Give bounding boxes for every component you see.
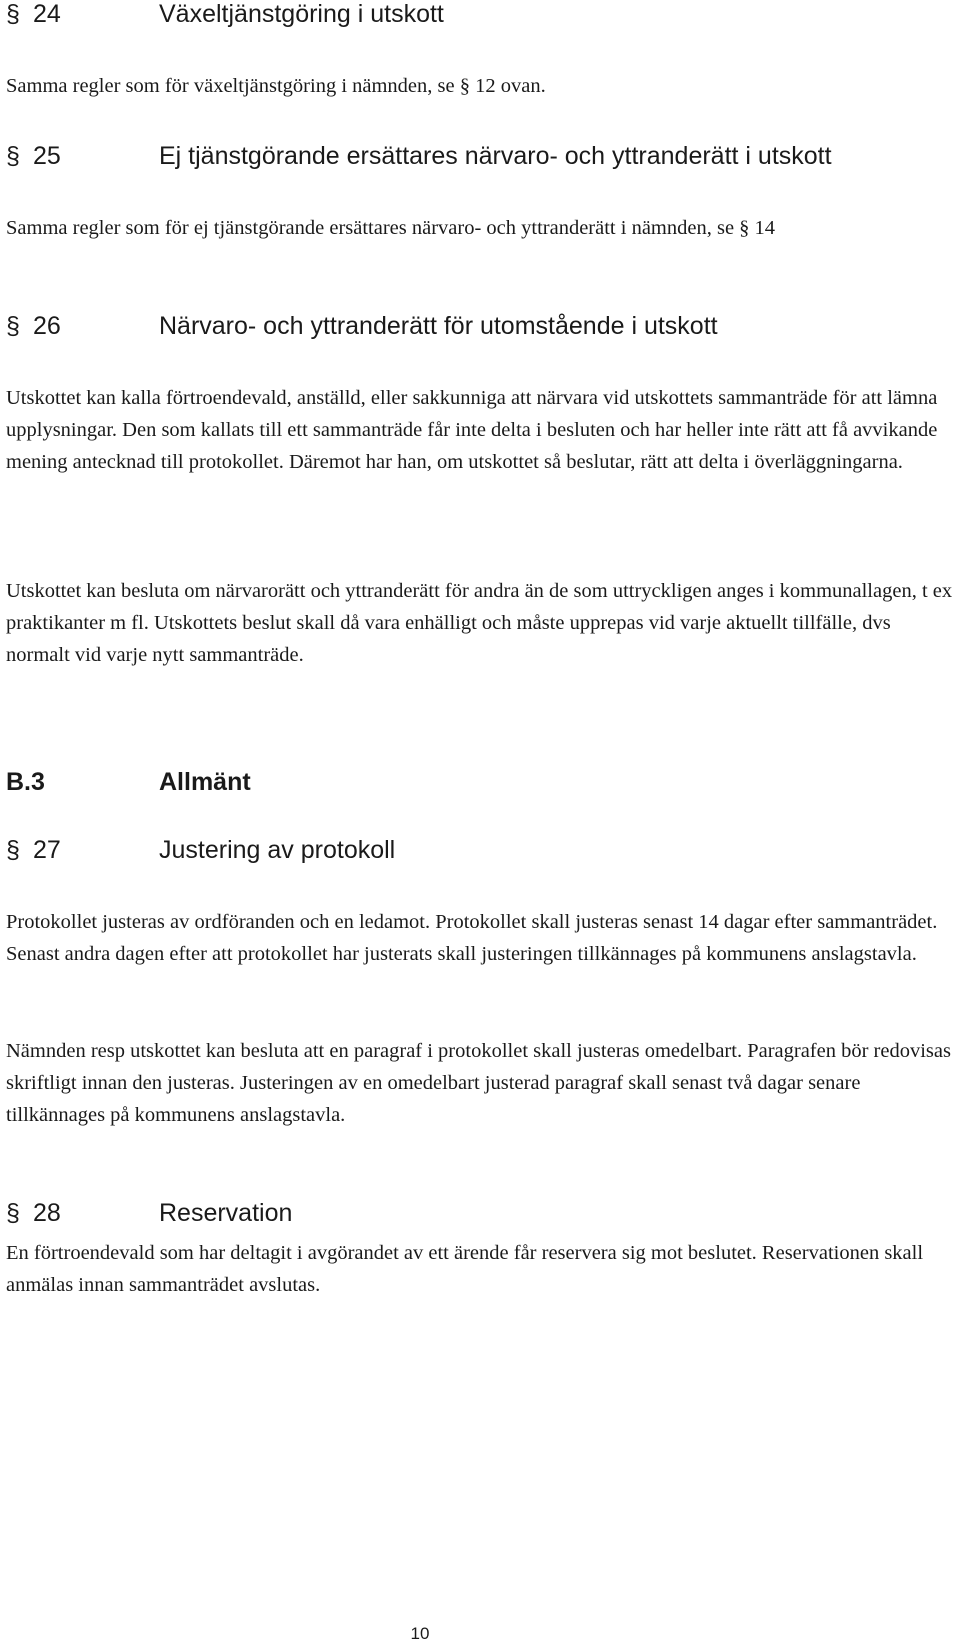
section-title: Justering av protokoll xyxy=(159,836,396,864)
section-27-paragraph-1: Protokollet justeras av ordföranden och en ledamot. Protokollet skall justeras senast 14 dagar efter sammanträdet. Senast andra dagen efter att protokollet har justerats skall justeringen tillkännages på kommunens anslagstavla. xyxy=(6,911,938,965)
section-25-text: Samma regler som för ej tjänstgörande ersättares närvaro- och yttranderätt i nämnden, se § 14 xyxy=(6,217,776,239)
chapter-heading-b3 xyxy=(6,766,251,798)
section-26-paragraph-1: Utskottet kan kalla förtroendevald, anställd, eller sakkunniga att närvara vid utskottets sammanträde för att lämna upplysningar. Den som kallats till ett sammanträde får inte delta i besluten och har heller inte rätt att få avvikande mening antecknad till protokollet. Däremot har han, om utskottet så beslutar, rätt att delta i överläggningarna. xyxy=(6,387,938,473)
section-24-text: Samma regler som för växeltjänstgöring i nämnden, se § 12 ovan. xyxy=(6,75,546,97)
chapter-number: B.3 xyxy=(6,768,45,796)
section-title: Växeltjänstgöring i utskott xyxy=(159,0,444,28)
section-heading-24 xyxy=(6,0,444,30)
section-26-paragraph-2: Utskottet kan besluta om närvarorätt och yttranderätt för andra än de som uttryckligen anges i kommunallagen, t ex praktikanter m fl. Utskottets beslut skall då vara enhälligt och måste upprepas vid varje aktuellt tillfälle, dvs normalt vid varje nytt sammanträde. xyxy=(6,580,953,666)
section-28-text: En förtroendevald som har deltagit i avgörandet av ett ärende får reservera sig mot beslutet. Reservationen skall anmälas innan sammanträdet avslutas. xyxy=(6,1242,924,1296)
section-number: 25 xyxy=(32,142,61,170)
section-heading-26 xyxy=(6,310,718,342)
chapter-title: Allmänt xyxy=(159,768,251,796)
section-title: Ej tjänstgörande ersättares närvaro- och yttranderätt i utskott xyxy=(159,142,832,170)
section-number: 24 xyxy=(32,0,61,28)
section-symbol: § xyxy=(6,836,20,864)
section-symbol: § xyxy=(6,312,20,340)
section-number: 27 xyxy=(32,836,61,864)
section-symbol: § xyxy=(6,1199,20,1227)
section-heading-25 xyxy=(6,140,832,172)
section-number: 26 xyxy=(32,312,61,340)
section-number: 28 xyxy=(32,1199,61,1227)
section-symbol: § xyxy=(6,142,20,170)
section-title: Reservation xyxy=(159,1199,293,1227)
section-heading-28 xyxy=(6,1197,293,1229)
section-heading-27 xyxy=(6,834,396,866)
page-number: 10 xyxy=(410,1624,430,1643)
section-symbol: § xyxy=(6,0,20,28)
section-title: Närvaro- och yttranderätt för utomstående i utskott xyxy=(159,312,718,340)
section-27-paragraph-2: Nämnden resp utskottet kan besluta att en paragraf i protokollet skall justeras omedelbart. Paragrafen bör redovisas skriftligt innan den justeras. Justeringen av en omedelbart justerad paragraf skall senast två dagar senare tillkännages på kommunens anslagstavla. xyxy=(6,1040,951,1126)
